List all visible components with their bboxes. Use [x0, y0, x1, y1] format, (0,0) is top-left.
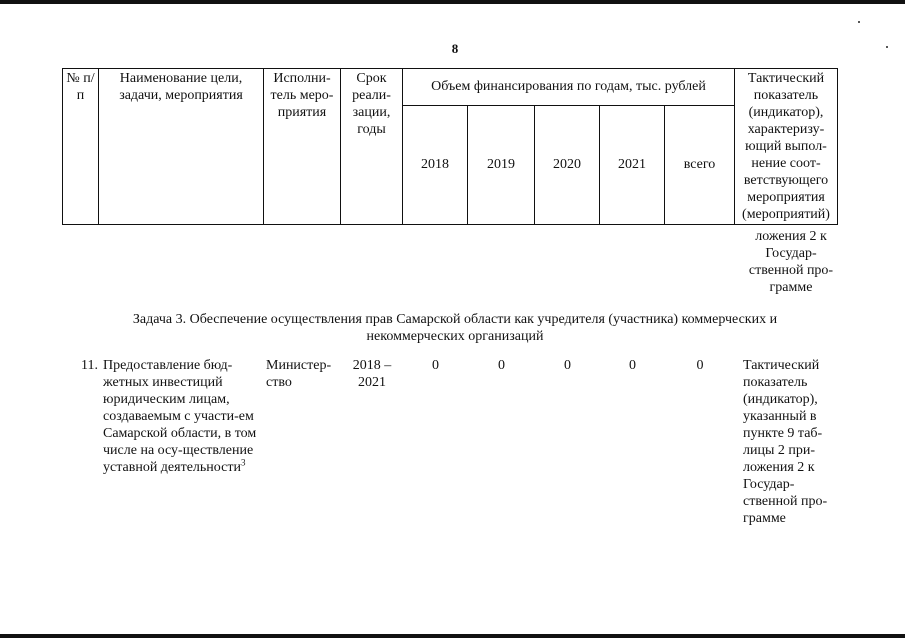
- header-indicator: Тактический показатель (индикатор), характеризу-ющий выпол-нение соот-ветствующего мероприятия (мероприятий): [735, 69, 838, 225]
- header-year-2019: 2019: [468, 105, 535, 224]
- scan-bottom-edge: [0, 634, 905, 638]
- row-value-2018: 0: [432, 358, 439, 373]
- row-indicator: Тактический показатель (индикатор), указанный в пункте 9 таб-лицы 2 при-ложения 2 к Государ-ственной про-грамме: [743, 358, 828, 526]
- header-executor: Исполни-тель меро-приятия: [264, 69, 341, 225]
- header-total: всего: [665, 105, 735, 224]
- header-year-2021: 2021: [600, 105, 665, 224]
- carryover-indicator-text: ложения 2 к Государ-ственной про-грамме: [748, 229, 834, 295]
- scan-top-edge: [0, 0, 905, 4]
- page-number: 8: [451, 41, 459, 56]
- header-name: Наименование цели, задачи, мероприятия: [99, 69, 264, 225]
- row-value-2020: 0: [564, 358, 571, 373]
- row-value-2021: 0: [629, 358, 636, 373]
- header-num: № п/п: [63, 69, 99, 225]
- header-funding: Объем финансирования по годам, тыс. рублей: [403, 69, 735, 106]
- row-value-total: 0: [696, 358, 704, 373]
- row-term: 2018 – 2021: [352, 358, 392, 390]
- row-footnote: 3: [240, 457, 246, 468]
- table-header: [62, 68, 838, 225]
- header-year-2018: 2018: [403, 105, 468, 224]
- row-name: [103, 357, 263, 476]
- task-title: Задача 3. Обеспечение осуществления прав Самарской области как учредителя (участника) коммерческих и некоммерческих организаций: [132, 312, 778, 344]
- header-year-2020: 2020: [535, 105, 600, 224]
- row-num: 11.: [81, 358, 98, 373]
- header-term: Срок реали-зации, годы: [341, 69, 403, 225]
- row-executor: Министер-ство: [266, 358, 332, 390]
- scan-speck: [886, 46, 888, 48]
- scan-speck: [858, 21, 860, 23]
- row-name-text: Предоставление бюд-жетных инвестиций юридическим лицам, создаваемым с участи-ем Самарской области, в том числе на осу-ществление уставной деятельности: [103, 358, 257, 475]
- row-value-2019: 0: [498, 358, 505, 373]
